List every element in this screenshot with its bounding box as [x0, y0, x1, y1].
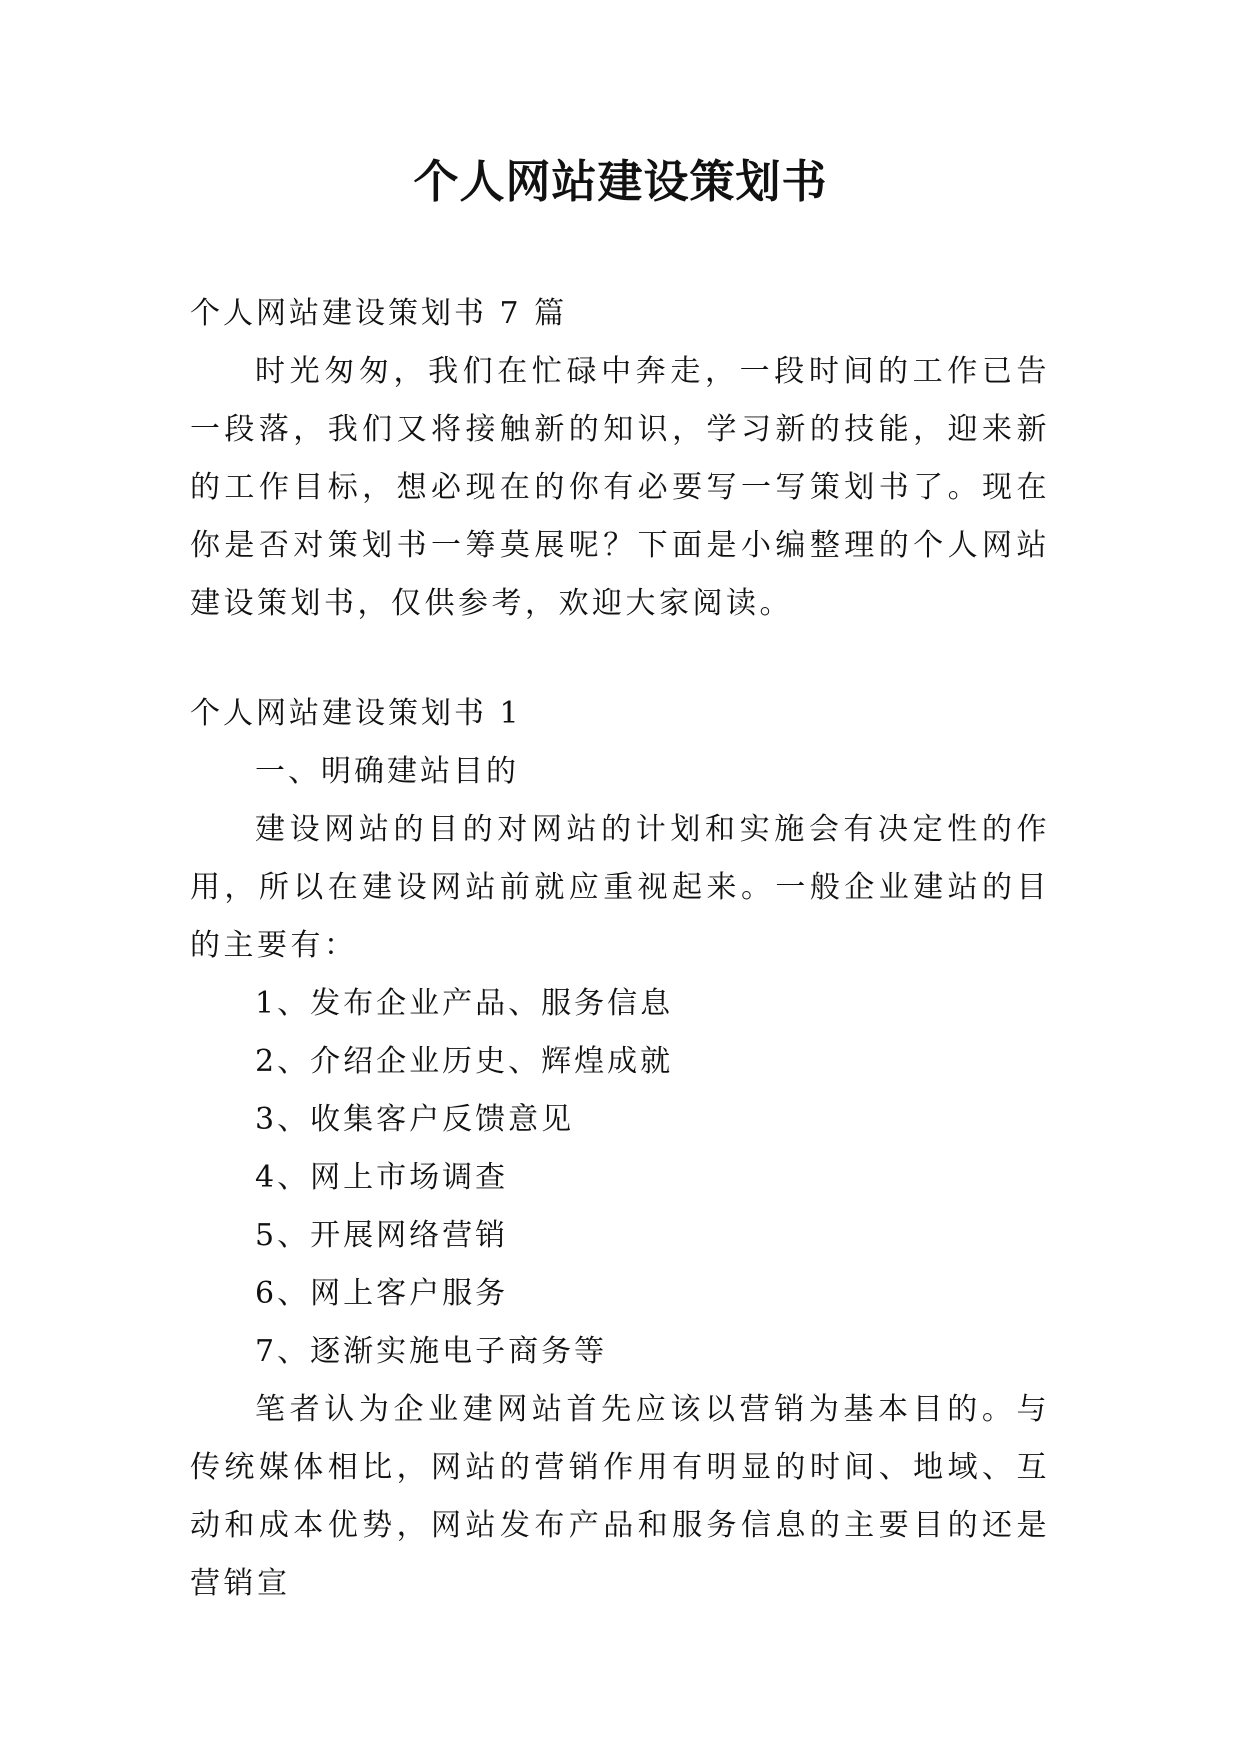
subtitle: 个人网站建设策划书 7 篇 — [190, 296, 568, 331]
list-item: 6、网上客户服务 — [255, 1276, 509, 1311]
purpose-paragraph: 建设网站的目的对网站的计划和实施会有决定性的作用，所以在建设网站前就应重视起来。一般企业建站的目的主要有： — [190, 812, 1050, 963]
list-item: 3、收集客户反馈意见 — [255, 1102, 575, 1137]
section-title: 个人网站建设策划书 1 — [190, 696, 522, 731]
list-item: 7、逐渐实施电子商务等 — [255, 1334, 608, 1369]
section-heading: 一、明确建站目的 — [255, 754, 519, 789]
document-title: 个人网站建设策划书 — [413, 155, 828, 208]
document-body — [190, 285, 1050, 1613]
list-item: 4、网上市场调查 — [255, 1160, 509, 1195]
list-item: 2、介绍企业历史、辉煌成就 — [255, 1044, 674, 1079]
marketing-paragraph: 笔者认为企业建网站首先应该以营销为基本目的。与传统媒体相比，网站的营销作用有明显的时间、地域、互动和成本优势，网站发布产品和服务信息的主要目的还是营销宣 — [190, 1392, 1050, 1601]
intro-paragraph: 时光匆匆，我们在忙碌中奔走，一段时间的工作已告一段落，我们又将接触新的知识，学习新的技能，迎来新的工作目标，想必现在的你有必要写一写策划书了。现在你是否对策划书一筹莫展呢？下面是小编整理的个人网站建设策划书，仅供参考，欢迎大家阅读。 — [190, 354, 1050, 621]
list-item: 1、发布企业产品、服务信息 — [255, 986, 674, 1021]
section-gap — [190, 633, 1050, 685]
list-item: 5、开展网络营销 — [255, 1218, 509, 1253]
